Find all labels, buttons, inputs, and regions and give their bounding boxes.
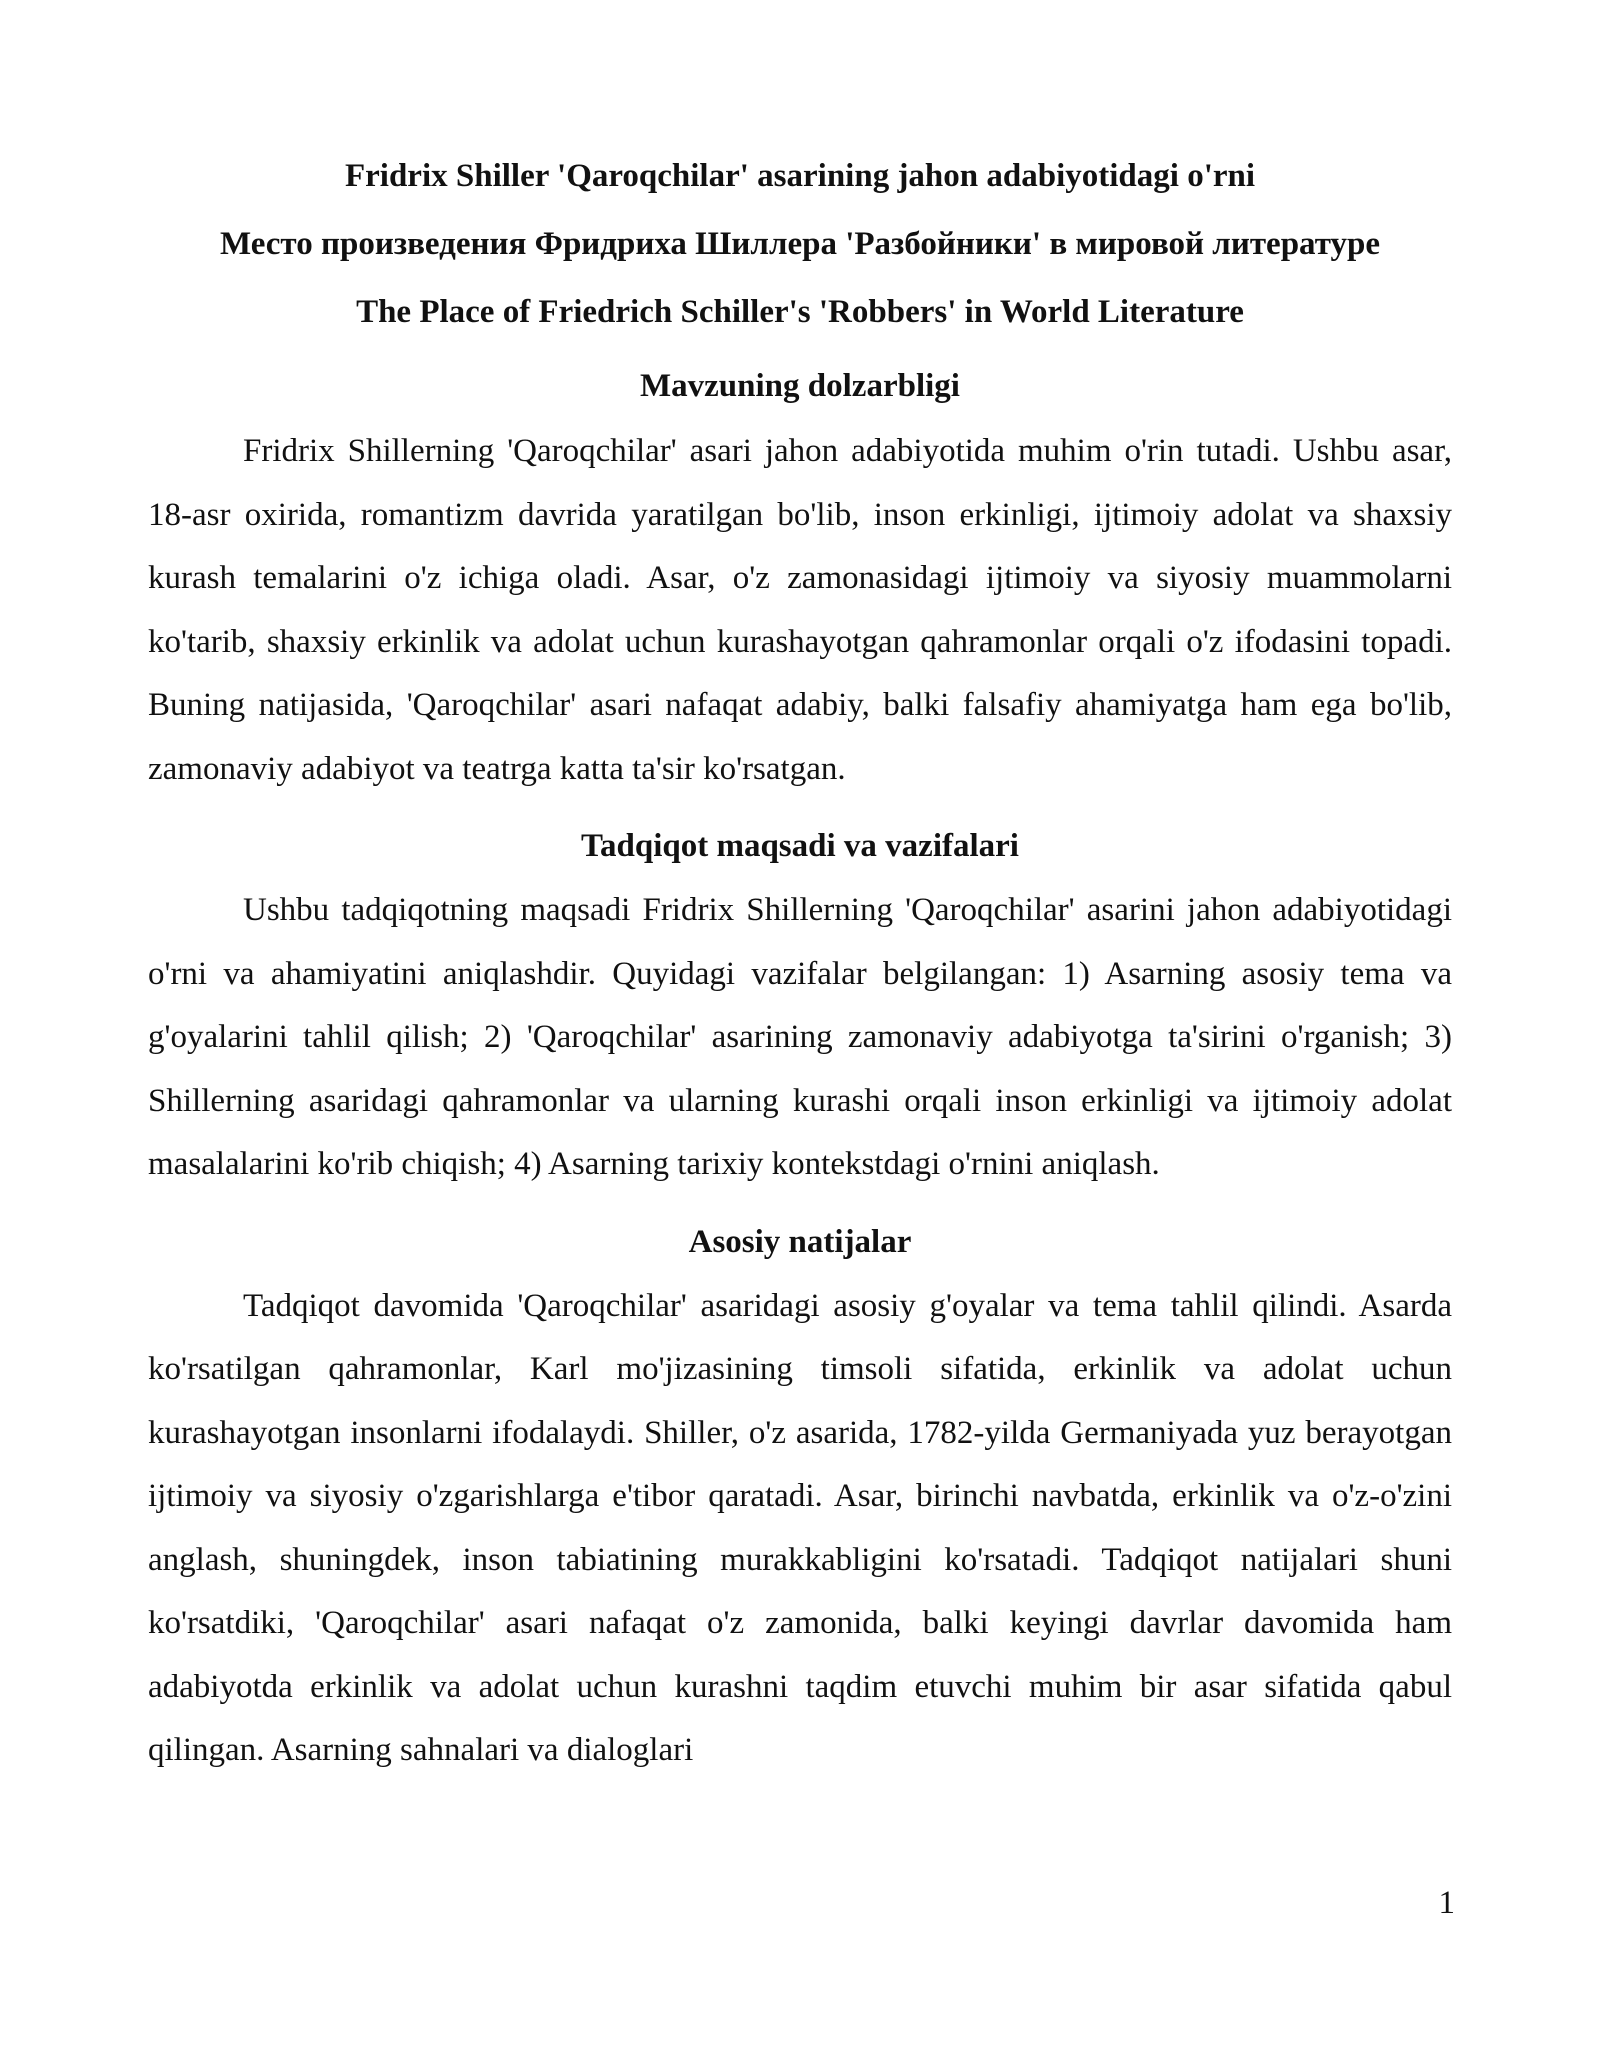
section-heading-goals: Tadqiqot maqsadi va vazifalari <box>581 828 1019 864</box>
title-russian: Место произведения Фридриха Шиллера 'Разбойники' в мировой литературе <box>220 226 1380 262</box>
title-english: The Place of Friedrich Schiller's 'Robbers' in World Literature <box>356 294 1244 330</box>
section-body-relevance: Fridrix Shillerning 'Qaroqchilar' asari jahon adabiyotida muhim o'rin tutadi. Ushbu asar, 18-asr oxirida, romantizm davrida yaratilgan bo'lib, inson erkinligi, ijtimoiy adolat va shaxsiy kurash temalarini o'z ichiga oladi. Asar, o'z zamonasidagi ijtimoiy va siyosiy muammolarni ko'tarib, shaxsiy erkinlik va adolat uchun kurashayotgan qahramonlar orqali o'z ifodasini topadi. Buning natijasida, 'Qaroqchilar' asari nafaqat adabiy, balki falsafiy ahamiyatga ham ega bo'lib, zamonaviy adabiyot va teatrga katta ta'sir ko'rsatgan. <box>148 433 1452 787</box>
section-heading-results: Asosiy natijalar <box>688 1223 912 1260</box>
section-body-goals: Ushbu tadqiqotning maqsadi Fridrix Shillerning 'Qaroqchilar' asarini jahon adabiyotidagi o'rni va ahamiyatini aniqlashdir. Quyidagi vazifalar belgilangan: 1) Asarning asosiy tema va g'oyalarini tahlil qilish; 2) 'Qaroqchilar' asarining zamonaviy adabiyotga ta'sirini o'rganish; 3) Shillerning asaridagi qahramonlar va ularning kurashi orqali inson erkinligi va ijtimoiy adolat masalalarini ko'rib chiqish; 4) Asarning tarixiy kontekstdagi o'rnini aniqlash. <box>148 892 1452 1182</box>
title-uzbek: Fridrix Shiller 'Qaroqchilar' asarining jahon adabiyotidagi o'rni <box>344 158 1256 194</box>
page-number: 1 <box>1438 1885 1455 1921</box>
section-heading-relevance: Mavzuning dolzarbligi <box>640 368 960 404</box>
section-body-results: Tadqiqot davomida 'Qaroqchilar' asaridagi asosiy g'oyalar va tema tahlil qilindi. Asarda ko'rsatilgan qahramonlar, Karl mo'jizasining timsoli sifatida, erkinlik va adolat uchun kurashayotgan insonlarni ifodalaydi. Shiller, o'z asarida, 1782-yilda Germaniyada yuz berayotgan ijtimoiy va siyosiy o'zgarishlarga e'tibor qaratadi. Asar, birinchi navbatda, erkinlik va o'z-o'zini anglash, shuningdek, inson tabiatining murakkabligini ko'rsatadi. Tadqiqot natijalari shuni ko'rsatdiki, 'Qaroqchilar' asari nafaqat o'z zamonida, balki keyingi davrlar davomida ham adabiyotda erkinlik va adolat uchun kurashni taqdim etuvchi muhim bir asar sifatida qabul qilingan. Asarning sahnalari va dialoglari <box>148 1287 1452 1768</box>
document-page <box>148 142 1452 1783</box>
